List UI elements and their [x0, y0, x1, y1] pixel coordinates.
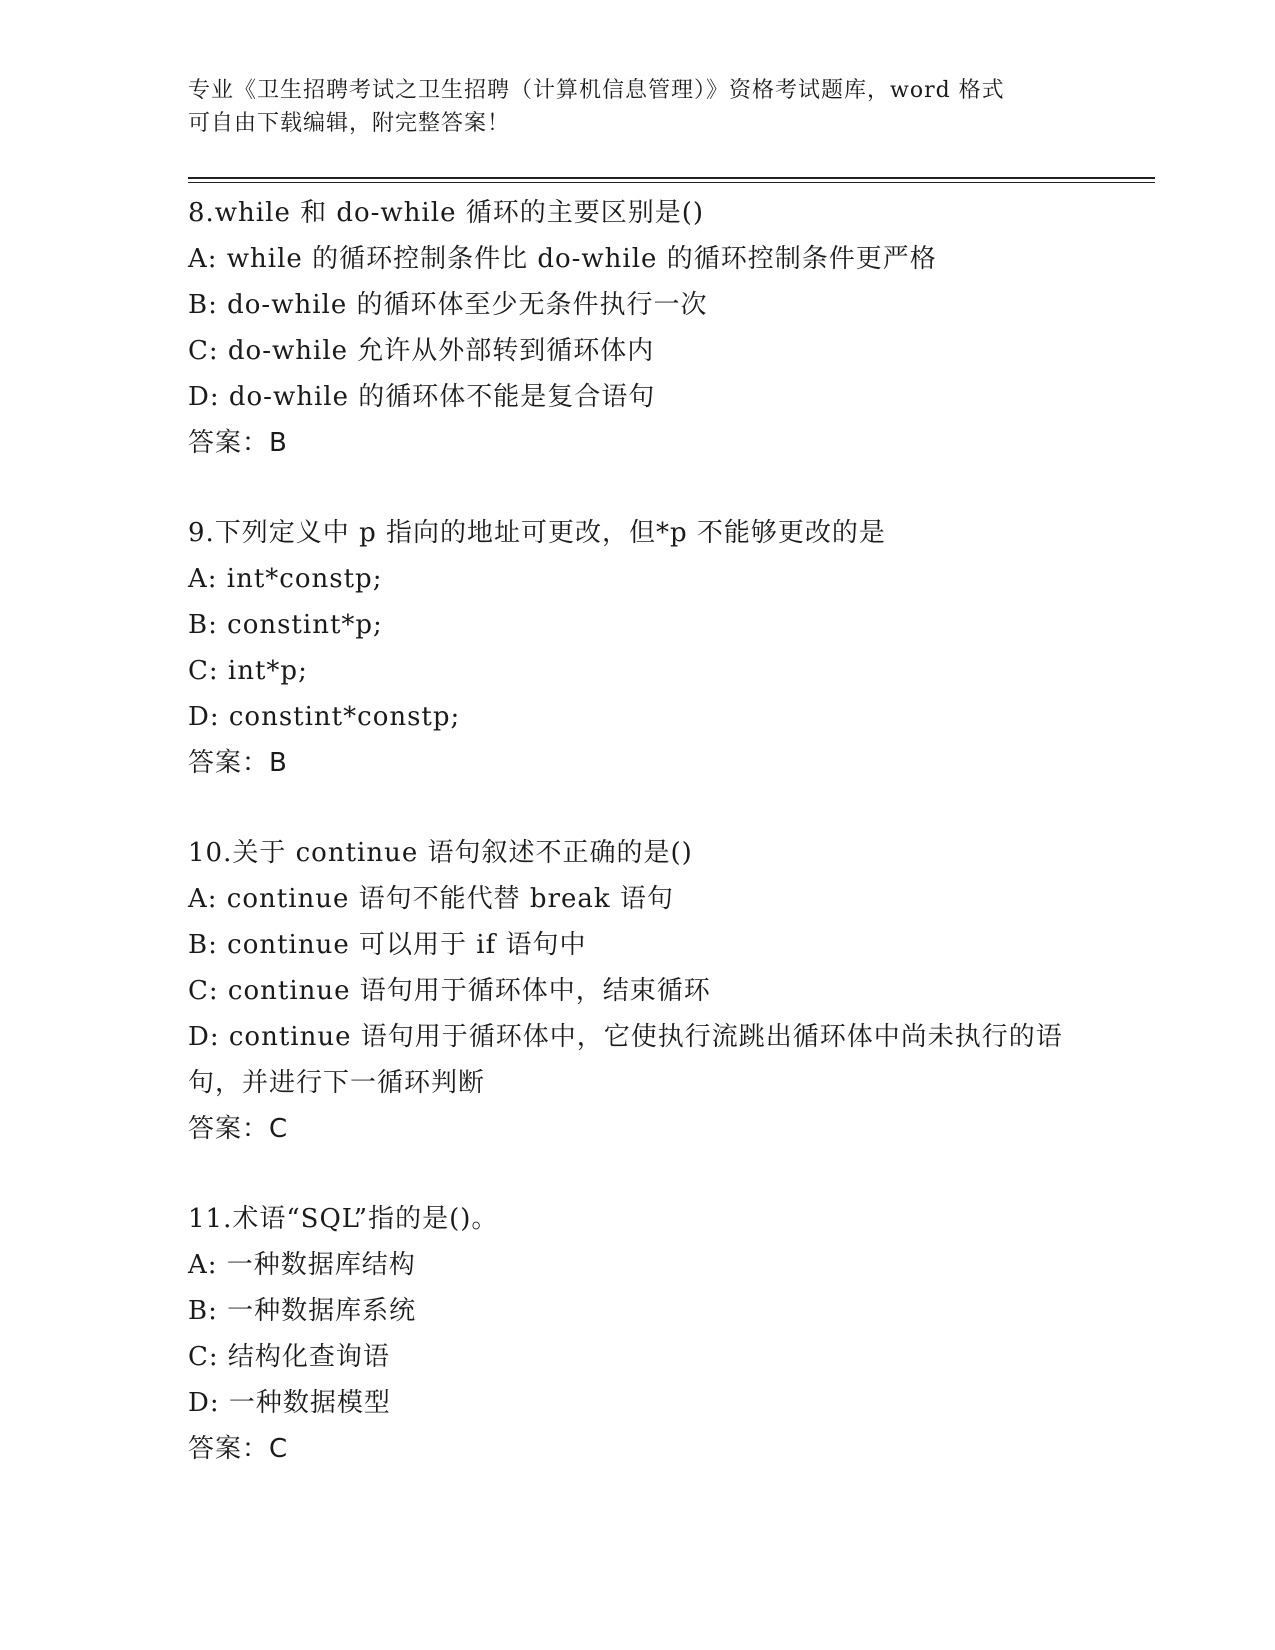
- answer-label: 答案：C: [188, 1114, 289, 1144]
- option-b: B: constint*p;: [188, 610, 383, 640]
- option-d: D: do-while 的循环体不能是复合语句: [188, 382, 656, 412]
- option-c: C: 结构化查询语: [188, 1342, 390, 1372]
- document-header: [188, 74, 1088, 140]
- option-b: B: continue 可以用于 if 语句中: [188, 930, 587, 960]
- option-a: A: while 的循环控制条件比 do-while 的循环控制条件更严格: [188, 244, 937, 274]
- option-a: A: continue 语句不能代替 break 语句: [188, 884, 674, 914]
- option-c: C: do-while 允许从外部转到循环体内: [188, 336, 655, 366]
- option-d: D: continue 语句用于循环体中，它使执行流跳出循环体中尚未执行的语句，并进行下一循环判断: [188, 1022, 1063, 1098]
- answer-label: 答案：B: [188, 428, 288, 458]
- header-line-2: 可自由下载编辑，附完整答案！: [188, 111, 511, 136]
- option-d: D: 一种数据模型: [188, 1388, 391, 1418]
- option-b: B: 一种数据库系统: [188, 1296, 417, 1326]
- question-8: [188, 190, 1148, 466]
- question-10: [188, 830, 1148, 1152]
- answer-label: 答案：B: [188, 748, 288, 778]
- option-a: A: int*constp;: [188, 564, 383, 594]
- question-stem: 11.术语“SQL”指的是()。: [188, 1204, 499, 1234]
- question-11: [188, 1196, 1148, 1472]
- question-stem: 9.下列定义中 p 指向的地址可更改，但*p 不能够更改的是: [188, 518, 886, 548]
- question-list: [188, 190, 1148, 1516]
- option-a: A: 一种数据库结构: [188, 1250, 416, 1280]
- header-divider-thick: [188, 177, 1155, 179]
- question-9: [188, 510, 1148, 786]
- header-divider-thin: [188, 182, 1155, 183]
- option-d: D: constint*constp;: [188, 702, 461, 732]
- question-stem: 10.关于 continue 语句叙述不正确的是(): [188, 838, 693, 868]
- question-stem: 8.while 和 do-while 循环的主要区别是(): [188, 198, 705, 228]
- answer-label: 答案：C: [188, 1434, 289, 1464]
- header-line-1: 专业《卫生招聘考试之卫生招聘（计算机信息管理）》资格考试题库，word 格式: [188, 78, 1005, 103]
- option-c: C: continue 语句用于循环体中，结束循环: [188, 976, 711, 1006]
- option-c: C: int*p;: [188, 656, 308, 686]
- option-b: B: do-while 的循环体至少无条件执行一次: [188, 290, 708, 320]
